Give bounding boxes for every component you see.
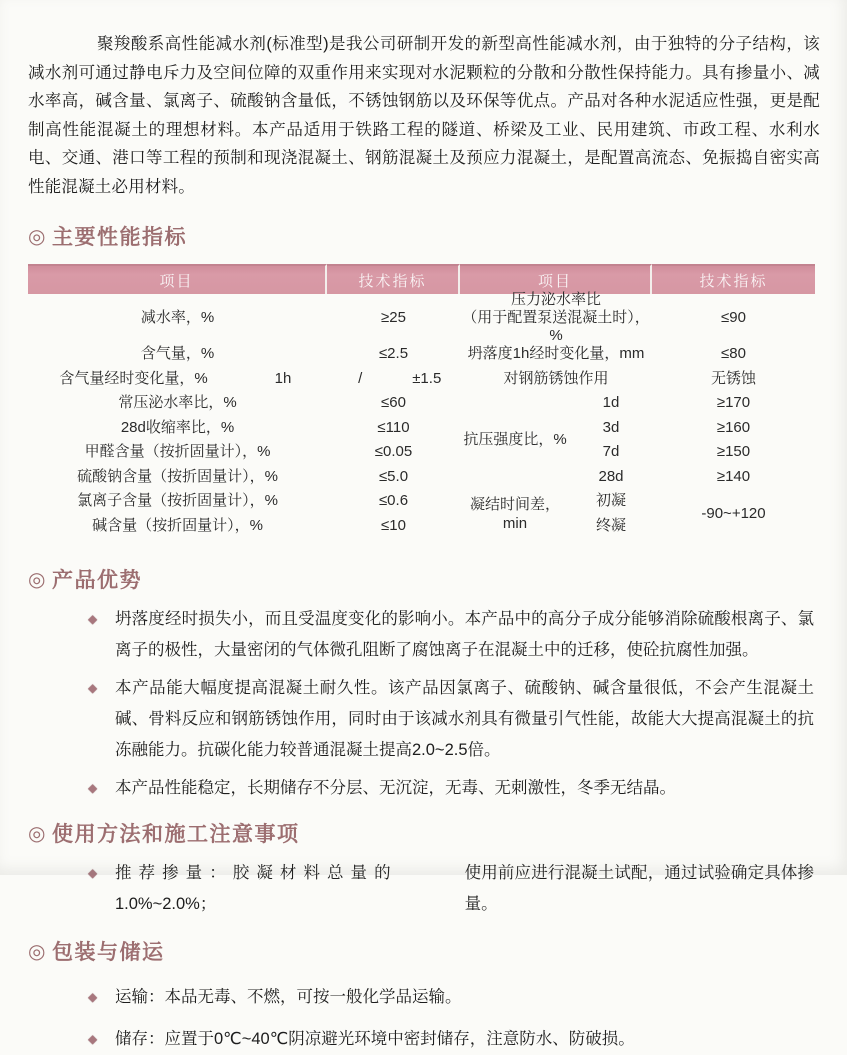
table-cell-label: 硫酸钠含量（按折固量计），% — [77, 467, 278, 485]
table-cell-group-label: 凝结时间差，min — [469, 495, 560, 532]
table-cell-value: ≤90 — [721, 309, 746, 326]
diamond-bullet-icon: ◆ — [88, 612, 98, 626]
table-cell-label: 含气量，% — [140, 345, 215, 363]
diamond-bullet-icon: ◆ — [88, 990, 98, 1004]
advantage-text: 本产品能大幅度提高混凝土耐久性。该产品因氯离子、硫酸钠、碱含量很低，不会产生混凝土碱、骨料反应和钢筋锈蚀作用，同时由于该减水剂具有微量引气性能，故能大大提高混凝土的抗冻融能力。抗碳化能力较普通混凝土提高2.0~2.5倍。 — [115, 679, 814, 759]
section-title-performance — [28, 221, 820, 251]
table-cell-age: 28d — [598, 467, 624, 485]
list-item — [88, 1024, 820, 1055]
table-cell-sublabel: 初凝 — [595, 492, 626, 510]
table-cell-label: 碱含量（按折固量计），% — [92, 516, 263, 534]
table-cell-value: ≥160 — [716, 418, 751, 436]
table-cell-value: ≥25 — [381, 309, 406, 326]
table-cell-label: 含气量经时变化量，% — [59, 369, 208, 387]
usage-text-row — [115, 858, 820, 920]
table-cell-label-twoline — [460, 291, 652, 344]
table-cell-label: 28d收缩率比，% — [120, 418, 235, 436]
diamond-bullet-icon: ◆ — [88, 1032, 98, 1046]
packaging-storage-text: 储存：应置于0℃~40℃阴凉避光环境中密封储存，注意防水、防破损。 — [115, 1030, 635, 1048]
list-item — [88, 673, 820, 766]
table-cell-value: ≤110 — [377, 418, 410, 436]
table-header-spec-right: 技术指标 — [652, 264, 815, 294]
table-cell-age: 3d — [602, 418, 620, 436]
section-title-text: 包装与储运 — [51, 941, 165, 964]
table-cell-label-line1: 压力泌水率比 — [510, 291, 601, 308]
table-cell-label-line2: （用于配置泵送混凝土时），% — [462, 309, 650, 344]
table-cell-label-split — [28, 367, 327, 392]
table-header-item-left: 项目 — [28, 264, 327, 294]
table-cell-value: ≤60 — [381, 394, 406, 412]
bullseye-icon: ◎ — [28, 940, 47, 963]
table-cell-value: ±1.5 — [412, 369, 442, 387]
section-title-packaging — [28, 936, 820, 966]
advantage-text: 本产品性能稳定，长期储存不分层、无沉淀，无毒、无刺激性，冬季无结晶。 — [115, 779, 676, 797]
usage-list — [88, 858, 820, 920]
table-cell-sublabel: 终凝 — [595, 516, 626, 534]
table-cell-group-label: 抗压强度比，% — [463, 431, 567, 448]
table-cell-label: 减水率，% — [140, 309, 215, 326]
table-cell-value-split — [327, 367, 460, 392]
diamond-bullet-icon: ◆ — [88, 866, 98, 880]
list-item — [88, 773, 820, 804]
table-cell-value: ≤0.6 — [378, 492, 409, 510]
section-title-text: 主要性能指标 — [51, 226, 187, 249]
table-cell-value: 无锈蚀 — [710, 369, 756, 387]
intro-paragraph: 聚羧酸系高性能减水剂(标准型)是我公司研制开发的新型高性能减水剂，由于独特的分子结构，该减水剂可通过静电斥力及空间位障的双重作用来实现对水泥颗粒的分散和分散性保持能力。具有掺量小、减水率高，碱含量、氯离子、硫酸钠含量低，不锈蚀钢筋以及环保等优点。产品对各种水泥适应性强，更是配制高性能混凝土的理想材料。本产品适用于铁路工程的隧道、桥梁及工业、民用建筑、市政工程、水利水电、交通、港口等工程的预制和现浇混凝土、钢筋混凝土及预应力混凝土，是配置高流态、免振捣自密实高性能混凝土必用材料。 — [28, 35, 820, 196]
table-cell-label: 常压泌水率比，% — [118, 394, 237, 412]
table-cell-label: 甲醛含量（按折固量计），% — [84, 443, 271, 461]
table-cell-age: 1d — [602, 394, 620, 412]
usage-dosage-text: 推荐掺量：胶凝材料总量的1.0%~2.0%； — [115, 864, 391, 913]
table-cell-value: ≤2.5 — [378, 345, 409, 363]
bullseye-icon: ◎ — [28, 568, 47, 591]
table-cell-value: ≤5.0 — [378, 467, 409, 485]
table-cell-value: ≥140 — [716, 467, 751, 485]
table-cell-value: ≤80 — [721, 345, 746, 363]
table-cell-slash: / — [358, 369, 363, 387]
section-title-text: 使用方法和施工注意事项 — [51, 823, 300, 846]
list-item — [88, 604, 820, 666]
table-cell-sublabel: 1h — [274, 369, 292, 387]
table-cell-value: ≤10 — [381, 516, 406, 534]
bullseye-icon: ◎ — [28, 822, 47, 845]
table-cell-label: 对钢筋锈蚀作用 — [503, 369, 609, 387]
table-header-item-right: 项目 — [460, 264, 652, 294]
table-cell-value: -90~+120 — [701, 504, 766, 522]
section-title-advantages — [28, 564, 820, 594]
table-cell-label: 氯离子含量（按折固量计），% — [77, 492, 278, 510]
table-cell-age: 7d — [602, 443, 620, 461]
advantages-list — [88, 604, 820, 804]
advantage-text: 坍落度经时损失小，而且受温度变化的影响小。本产品中的高分子成分能够消除硫酸根离子、氯离子的极性，大量密闭的气体微孔阻断了腐蚀离子在混凝土中的迁移，使砼抗腐性加强。 — [115, 610, 814, 659]
diamond-bullet-icon: ◆ — [88, 781, 98, 795]
section-title-text: 产品优势 — [51, 569, 142, 592]
table-header-spec-left: 技术指标 — [327, 264, 460, 294]
bullseye-icon: ◎ — [28, 225, 47, 248]
packaging-transport-text: 运输：本品无毒、不燃，可按一般化学品运输。 — [115, 988, 462, 1006]
table-cell-value: ≥170 — [716, 394, 751, 412]
table-cell-value: ≥150 — [716, 443, 751, 461]
diamond-bullet-icon: ◆ — [88, 681, 98, 695]
section-title-usage — [28, 818, 820, 848]
list-item — [88, 858, 820, 920]
usage-note-text: 使用前应进行混凝土试配，通过试验确定具体掺量。 — [464, 864, 814, 913]
performance-table — [28, 264, 815, 538]
packaging-list — [88, 982, 820, 1055]
table-cell-label: 坍落度1h经时变化量，mm — [467, 345, 645, 363]
table-cell-value: ≤0.05 — [374, 443, 413, 461]
list-item — [88, 982, 820, 1013]
